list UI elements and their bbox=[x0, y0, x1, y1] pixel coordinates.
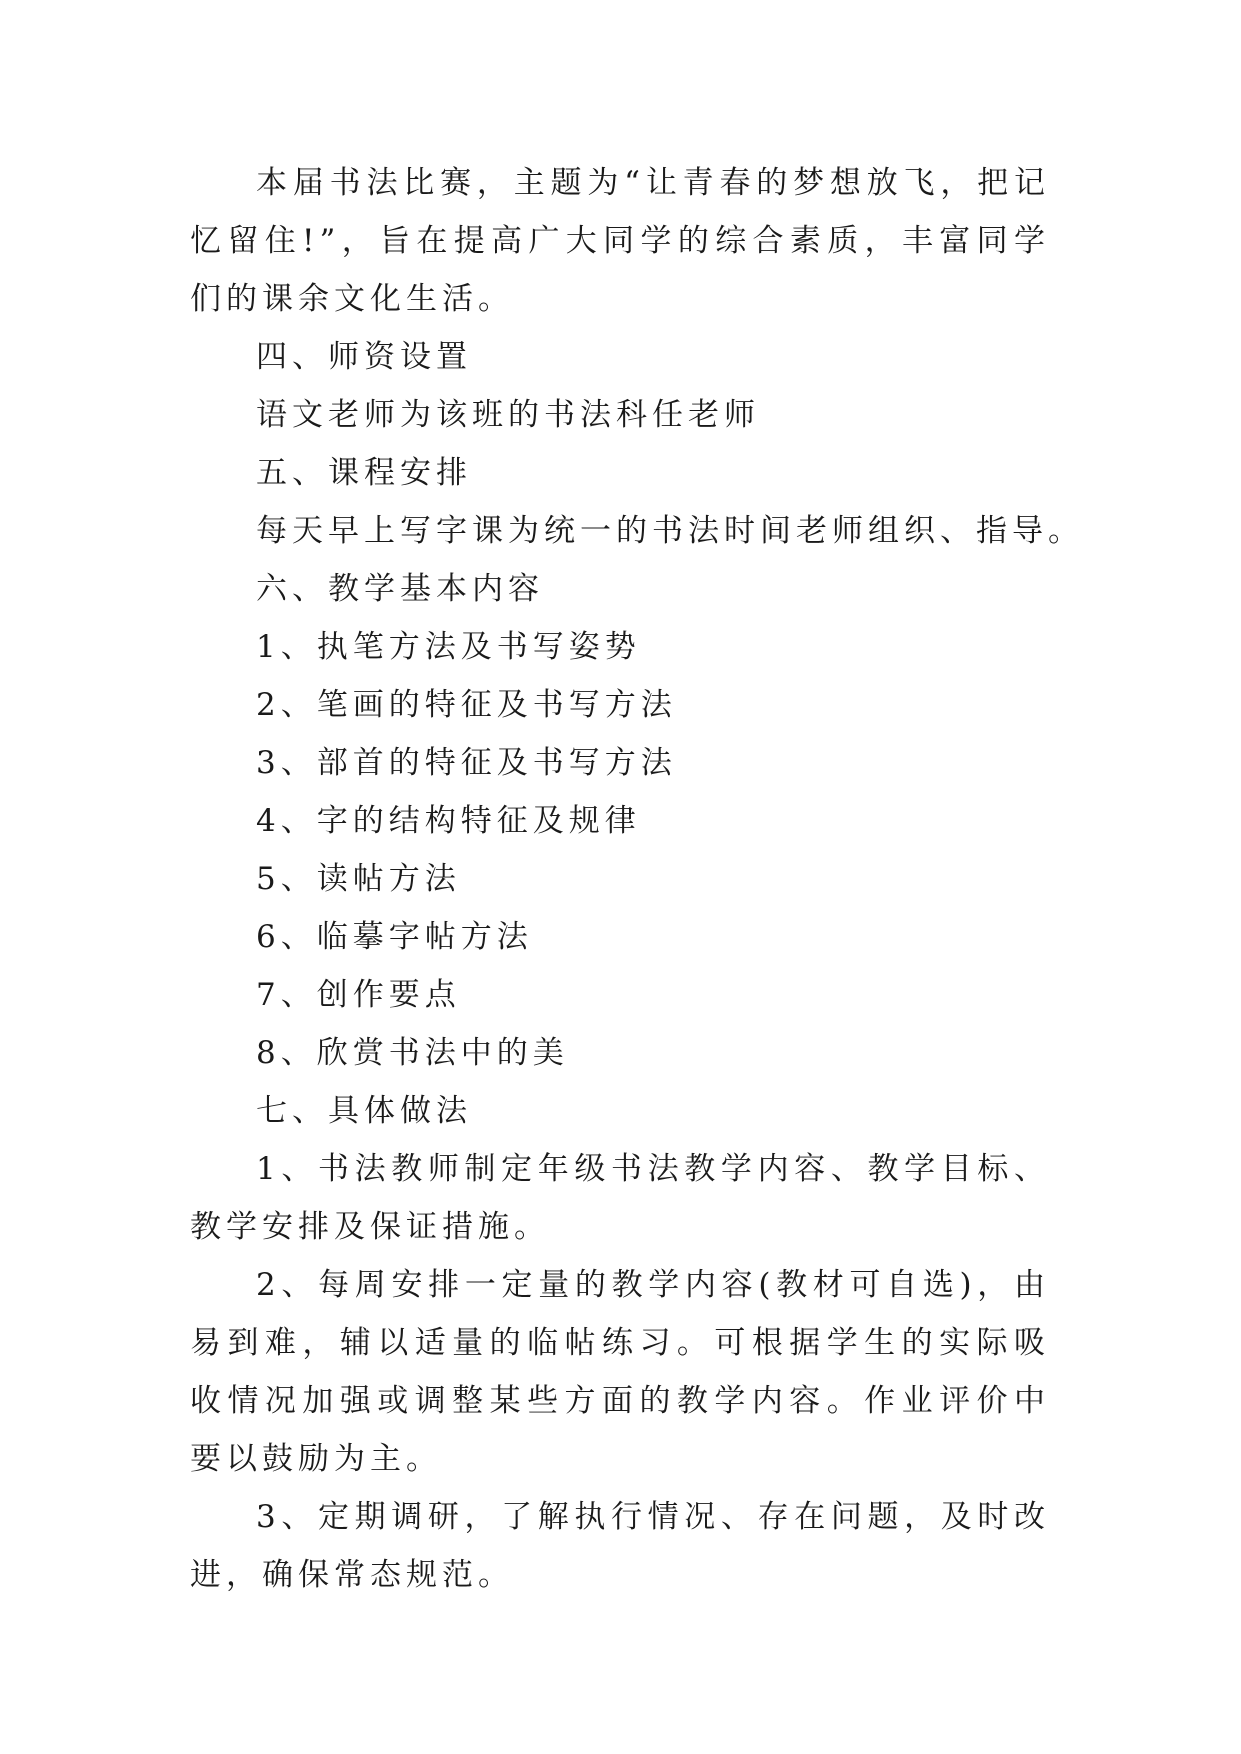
content-list-item: 2、笔画的特征及书写方法 bbox=[256, 687, 677, 723]
schedule-paragraph: 每天早上写字课为统一的书法时间老师组织、指导。 bbox=[256, 513, 1084, 549]
intro-paragraph: 本届书法比赛，主题为“让青春的梦想放飞，把记忆留住!”，旨在提高广大同学的综合素质，丰富同学们的课余文化生活。 bbox=[190, 165, 1050, 317]
method-paragraph: 2、每周安排一定量的教学内容(教材可自选)，由易到难，辅以适量的临帖练习。可根据学生的实际吸收情况加强或调整某些方面的教学内容。作业评价中要以鼓励为主。 bbox=[190, 1267, 1050, 1477]
content-list-item: 7、创作要点 bbox=[256, 977, 461, 1013]
content-list-item: 1、执笔方法及书写姿势 bbox=[256, 629, 641, 665]
content-list-item: 6、临摹字帖方法 bbox=[256, 919, 533, 955]
section-heading-methods: 七、具体做法 bbox=[256, 1093, 472, 1129]
section-heading-schedule: 五、课程安排 bbox=[256, 455, 472, 491]
document-body bbox=[190, 154, 1084, 1604]
method-paragraph: 1、书法教师制定年级书法教学内容、教学目标、教学安排及保证措施。 bbox=[190, 1151, 1050, 1245]
content-list-item: 8、欣赏书法中的美 bbox=[256, 1035, 569, 1071]
content-list-item: 4、字的结构特征及规律 bbox=[256, 803, 641, 839]
section-heading-teachers: 四、师资设置 bbox=[256, 339, 472, 375]
method-paragraph: 3、定期调研，了解执行情况、存在问题，及时改进，确保常态规范。 bbox=[190, 1499, 1050, 1593]
content-list-item: 3、部首的特征及书写方法 bbox=[256, 745, 677, 781]
content-list-item: 5、读帖方法 bbox=[256, 861, 461, 897]
section-heading-content: 六、教学基本内容 bbox=[256, 571, 544, 607]
teachers-paragraph: 语文老师为该班的书法科任老师 bbox=[256, 397, 760, 433]
